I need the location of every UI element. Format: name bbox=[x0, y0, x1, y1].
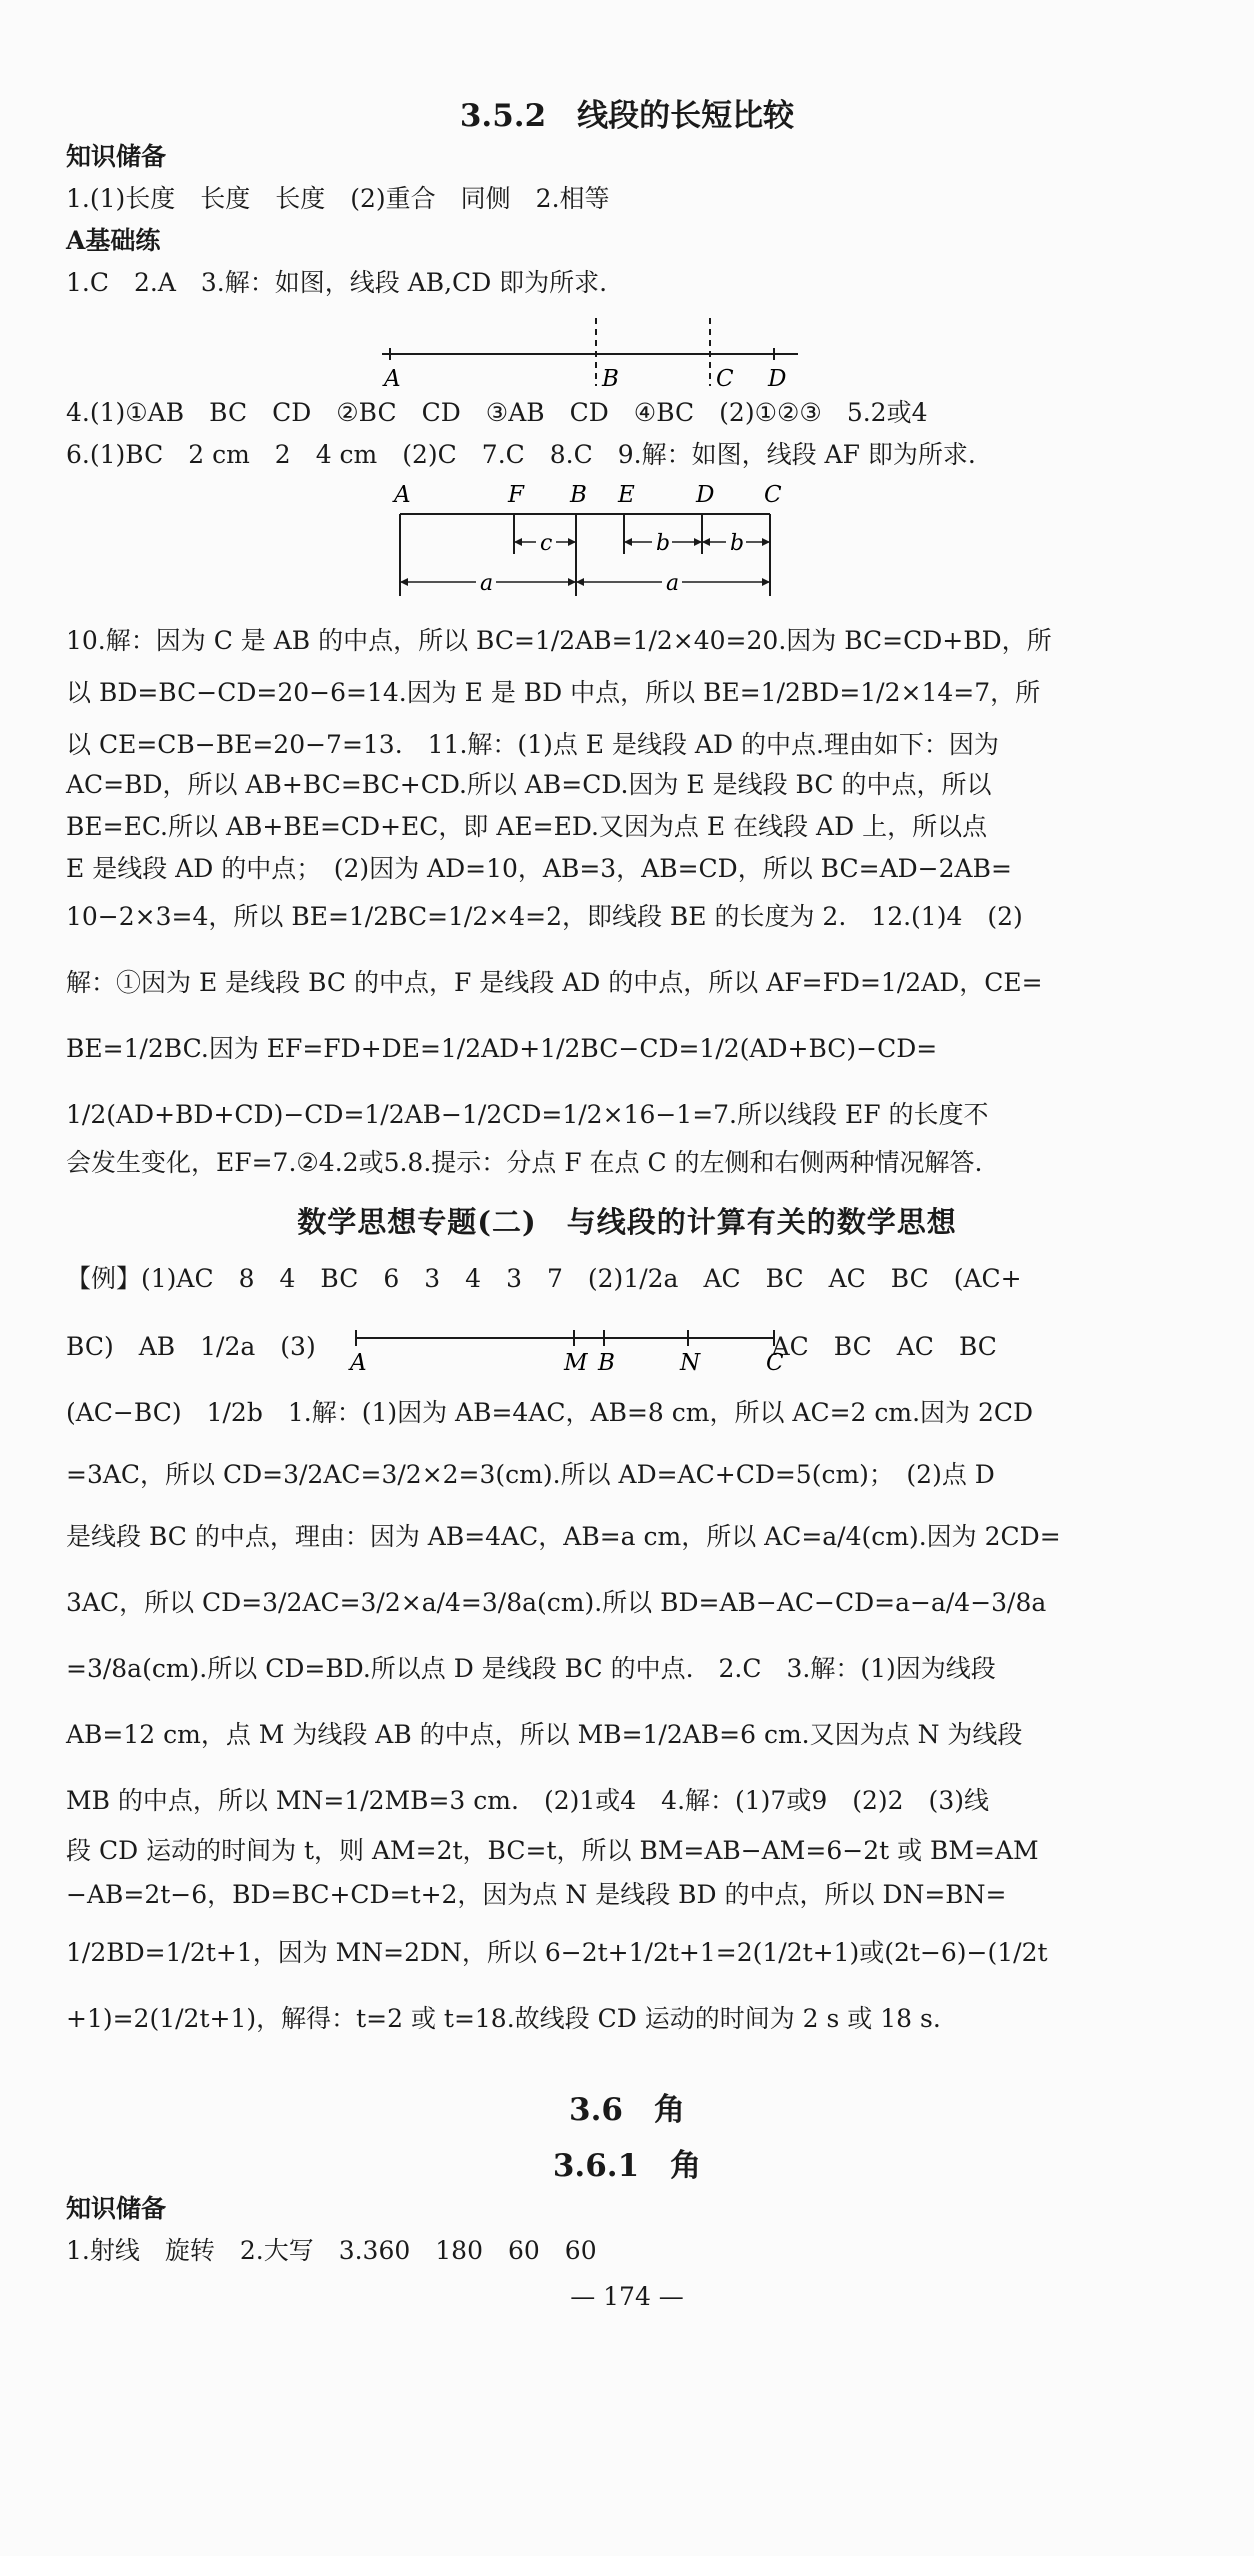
segment-label-b2: b bbox=[730, 531, 745, 556]
knowledge-answers: 1.(1)长度 长度 长度 (2)重合 同侧 2.相等 bbox=[66, 184, 610, 213]
knowledge-label: 知识储备 bbox=[66, 142, 167, 171]
label-B: B bbox=[570, 482, 587, 508]
answer-line-1: 1.C 2.A 3.解：如图，线段 AB,CD 即为所求. bbox=[66, 268, 608, 297]
label-A: A bbox=[394, 482, 411, 508]
q10-line-4: AC=BD，所以 AB+BC=BC+CD.所以 AB=CD.因为 E 是线段 BC 的中点，所以 bbox=[66, 770, 992, 799]
label-C: C bbox=[764, 482, 782, 508]
label-B: B bbox=[602, 366, 619, 392]
label-D: D bbox=[768, 366, 787, 392]
topic2-line-3: 是线段 BC 的中点，理由：因为 AB=4AC，AB=a cm，所以 AC=a/4(cm).因为 2CD= bbox=[66, 1522, 1061, 1551]
q10-line-10: 1/2(AD+BD+CD)−CD=1/2AB−1/2CD=1/2×16−1=7.所以线段 EF 的长度不 bbox=[66, 1100, 989, 1129]
segment-diagram-1 bbox=[370, 312, 810, 392]
segment-label-c: c bbox=[540, 531, 553, 556]
q10-line-2: 以 BD=BC−CD=20−6=14.因为 E 是 BD 中点，所以 BE=1/2BD=1/2×14=7，所 bbox=[66, 678, 1041, 707]
topic2-line-4: 3AC，所以 CD=3/2AC=3/2×a/4=3/8a(cm).所以 BD=AB−AC−CD=a−a/4−3/8a bbox=[66, 1588, 1047, 1617]
section-title-3-6-1: 3.6.1 角 bbox=[552, 2148, 702, 2184]
section-title-3-5-2: 3.5.2 线段的长短比较 bbox=[459, 98, 795, 134]
answer-line-6: 6.(1)BC 2 cm 2 4 cm (2)C 7.C 8.C 9.解：如图，线段 AF 即为所求. bbox=[66, 440, 976, 469]
q10-line-1: 10.解：因为 C 是 AB 的中点，所以 BC=1/2AB=1/2×40=20.因为 BC=CD+BD，所 bbox=[66, 626, 1052, 655]
label-D: D bbox=[696, 482, 715, 508]
label-B: B bbox=[598, 1350, 615, 1376]
q10-line-5: BE=EC.所以 AB+BE=CD+EC，即 AE=ED.又因为点 E 在线段 AD 上，所以点 bbox=[66, 812, 988, 841]
knowledge-label-3-6: 知识储备 bbox=[66, 2194, 167, 2223]
label-E: E bbox=[618, 482, 635, 508]
topic2-line-1: (AC−BC) 1/2b 1.解：(1)因为 AB=4AC，AB=8 cm，所以 AC=2 cm.因为 2CD bbox=[66, 1398, 1034, 1427]
label-A: A bbox=[384, 366, 401, 392]
topic2-line-2: =3AC，所以 CD=3/2AC=3/2×2=3(cm).所以 AD=AC+CD=5(cm)； (2)点 D bbox=[66, 1460, 995, 1489]
q10-line-9: BE=1/2BC.因为 EF=FD+DE=1/2AD+1/2BC−CD=1/2(AD+BC)−CD= bbox=[66, 1034, 938, 1063]
topic2-line-8: 段 CD 运动的时间为 t，则 AM=2t，BC=t，所以 BM=AB−AM=6−2t 或 BM=AM bbox=[66, 1836, 1039, 1865]
topic2-line-9: −AB=2t−6，BD=BC+CD=t+2，因为点 N 是线段 BD 的中点，所以 DN=BN= bbox=[66, 1880, 1007, 1909]
label-M: M bbox=[564, 1350, 588, 1376]
segment-label-b1: b bbox=[656, 531, 671, 556]
page-number: — 174 — bbox=[570, 2282, 684, 2311]
topic2-line-7: MB 的中点，所以 MN=1/2MB=3 cm. (2)1或4 4.解：(1)7或9 (2)2 (3)线 bbox=[66, 1786, 989, 1815]
label-C: C bbox=[716, 366, 734, 392]
segment-label-a2: a bbox=[666, 571, 680, 596]
q10-line-3: 以 CE=CB−BE=20−7=13. 11.解：(1)点 E 是线段 AD 的中点.理由如下：因为 bbox=[66, 730, 999, 759]
q10-line-7: 10−2×3=4，所以 BE=1/2BC=1/2×4=2，即线段 BE 的长度为 2. 12.(1)4 (2) bbox=[66, 902, 1023, 931]
topic2-line-10: 1/2BD=1/2t+1，因为 MN=2DN，所以 6−2t+1/2t+1=2(1/2t+1)或(2t−6)−(1/2t bbox=[66, 1938, 1048, 1967]
example-line-2-end: AC BC AC BC bbox=[771, 1332, 997, 1361]
section-title-3-6: 3.6 角 bbox=[569, 2092, 685, 2128]
knowledge-answers-3-6: 1.射线 旋转 2.大写 3.360 180 60 60 bbox=[66, 2236, 597, 2265]
q10-line-6: E 是线段 AD 的中点； (2)因为 AD=10，AB=3，AB=CD，所以 BC=AD−2AB= bbox=[66, 854, 1012, 883]
label-N: N bbox=[680, 1350, 701, 1376]
q10-line-8: 解：①因为 E 是线段 BC 的中点，F 是线段 AD 的中点，所以 AF=FD=1/2AD，CE= bbox=[66, 968, 1043, 997]
q10-line-11: 会发生变化，EF=7.②4.2或5.8.提示：分点 F 在点 C 的左侧和右侧两种情况解答. bbox=[66, 1148, 983, 1177]
segment-label-a1: a bbox=[480, 571, 494, 596]
example-line-1: 【例】(1)AC 8 4 BC 6 3 4 3 7 (2)1/2a AC BC AC BC (AC+ bbox=[66, 1264, 1022, 1293]
topic2-line-11: +1)=2(1/2t+1)，解得：t=2 或 t=18.故线段 CD 运动的时间为 2 s 或 18 s. bbox=[66, 2004, 941, 2033]
topic-2-title: 数学思想专题(二) 与线段的计算有关的数学思想 bbox=[297, 1205, 957, 1239]
example-line-2-start: BC) AB 1/2a (3) bbox=[66, 1332, 316, 1361]
basic-practice-label: A基础练 bbox=[66, 226, 161, 255]
label-A: A bbox=[350, 1350, 367, 1376]
answer-line-4: 4.(1)①AB BC CD ②BC CD ③AB CD ④BC (2)①②③ 5.2或4 bbox=[66, 398, 928, 427]
label-F: F bbox=[508, 482, 524, 508]
label-C: C bbox=[766, 1350, 784, 1376]
topic2-line-6: AB=12 cm，点 M 为线段 AB 的中点，所以 MB=1/2AB=6 cm.又因为点 N 为线段 bbox=[66, 1720, 1023, 1749]
segment-diagram-3 bbox=[346, 1312, 786, 1378]
segment-diagram-2 bbox=[380, 478, 800, 608]
topic2-line-5: =3/8a(cm).所以 CD=BD.所以点 D 是线段 BC 的中点. 2.C 3.解：(1)因为线段 bbox=[66, 1654, 996, 1683]
